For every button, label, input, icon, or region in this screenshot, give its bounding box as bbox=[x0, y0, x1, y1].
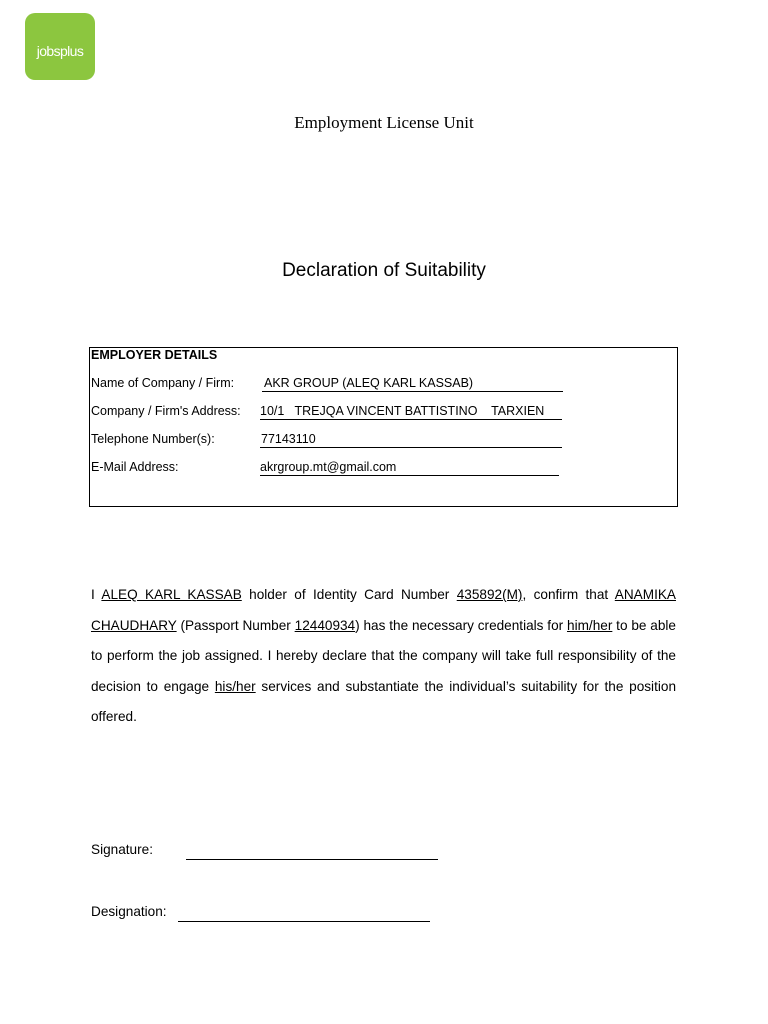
jobsplus-logo bbox=[25, 13, 95, 80]
pronoun-his-her: his/her bbox=[214, 678, 256, 694]
company-address-label: Company / Firm's Address: bbox=[91, 404, 241, 418]
id-card-number: 435892(M) bbox=[456, 587, 523, 602]
declaration-text: holder of Identity Card Number bbox=[241, 587, 457, 602]
logo-text: jobsplus bbox=[36, 42, 84, 59]
declaration-text: (Passport Number bbox=[176, 617, 295, 633]
designation-line[interactable] bbox=[178, 904, 430, 922]
passport-number: 12440934 bbox=[294, 617, 356, 633]
declaration-text: services and substantiate the individual’s suitability for the position offered. bbox=[91, 678, 676, 725]
candidate-name: ANAMIKA CHAUDHARY bbox=[91, 587, 676, 633]
designation-label: Designation: bbox=[91, 904, 167, 919]
employer-details-box bbox=[89, 347, 678, 507]
signature-label: Signature: bbox=[91, 842, 153, 857]
declarant-name: ALEQ KARL KASSAB bbox=[101, 587, 242, 602]
signature-line[interactable] bbox=[186, 842, 438, 860]
pronoun-him-her: him/her bbox=[567, 617, 613, 633]
signature-row bbox=[91, 842, 153, 857]
declaration-text: to be able to perform the job assigned. I hereby declare that the company will take full responsibility of the decision to engage bbox=[91, 617, 676, 694]
company-address-value: 10/1 TREJQA VINCENT BATTISTINO TARXIEN bbox=[260, 404, 562, 420]
telephone-value: 77143110 bbox=[260, 432, 562, 448]
telephone-label: Telephone Number(s): bbox=[91, 432, 215, 446]
designation-row bbox=[91, 904, 167, 919]
email-label: E-Mail Address: bbox=[91, 460, 179, 474]
declaration-text: ) has the necessary credentials for bbox=[355, 617, 568, 633]
email-value: akrgroup.mt@gmail.com bbox=[260, 460, 559, 476]
declaration-text: I bbox=[91, 587, 102, 602]
declaration-paragraph bbox=[91, 580, 676, 733]
company-name-label: Name of Company / Firm: bbox=[91, 376, 235, 390]
employer-details-heading: EMPLOYER DETAILS bbox=[91, 348, 218, 362]
company-name-value: AKR GROUP (ALEQ KARL KASSAB) bbox=[262, 376, 563, 392]
document-title: Declaration of Suitability bbox=[282, 260, 486, 281]
unit-heading: Employment License Unit bbox=[294, 113, 474, 132]
declaration-text: , confirm that bbox=[522, 587, 615, 602]
